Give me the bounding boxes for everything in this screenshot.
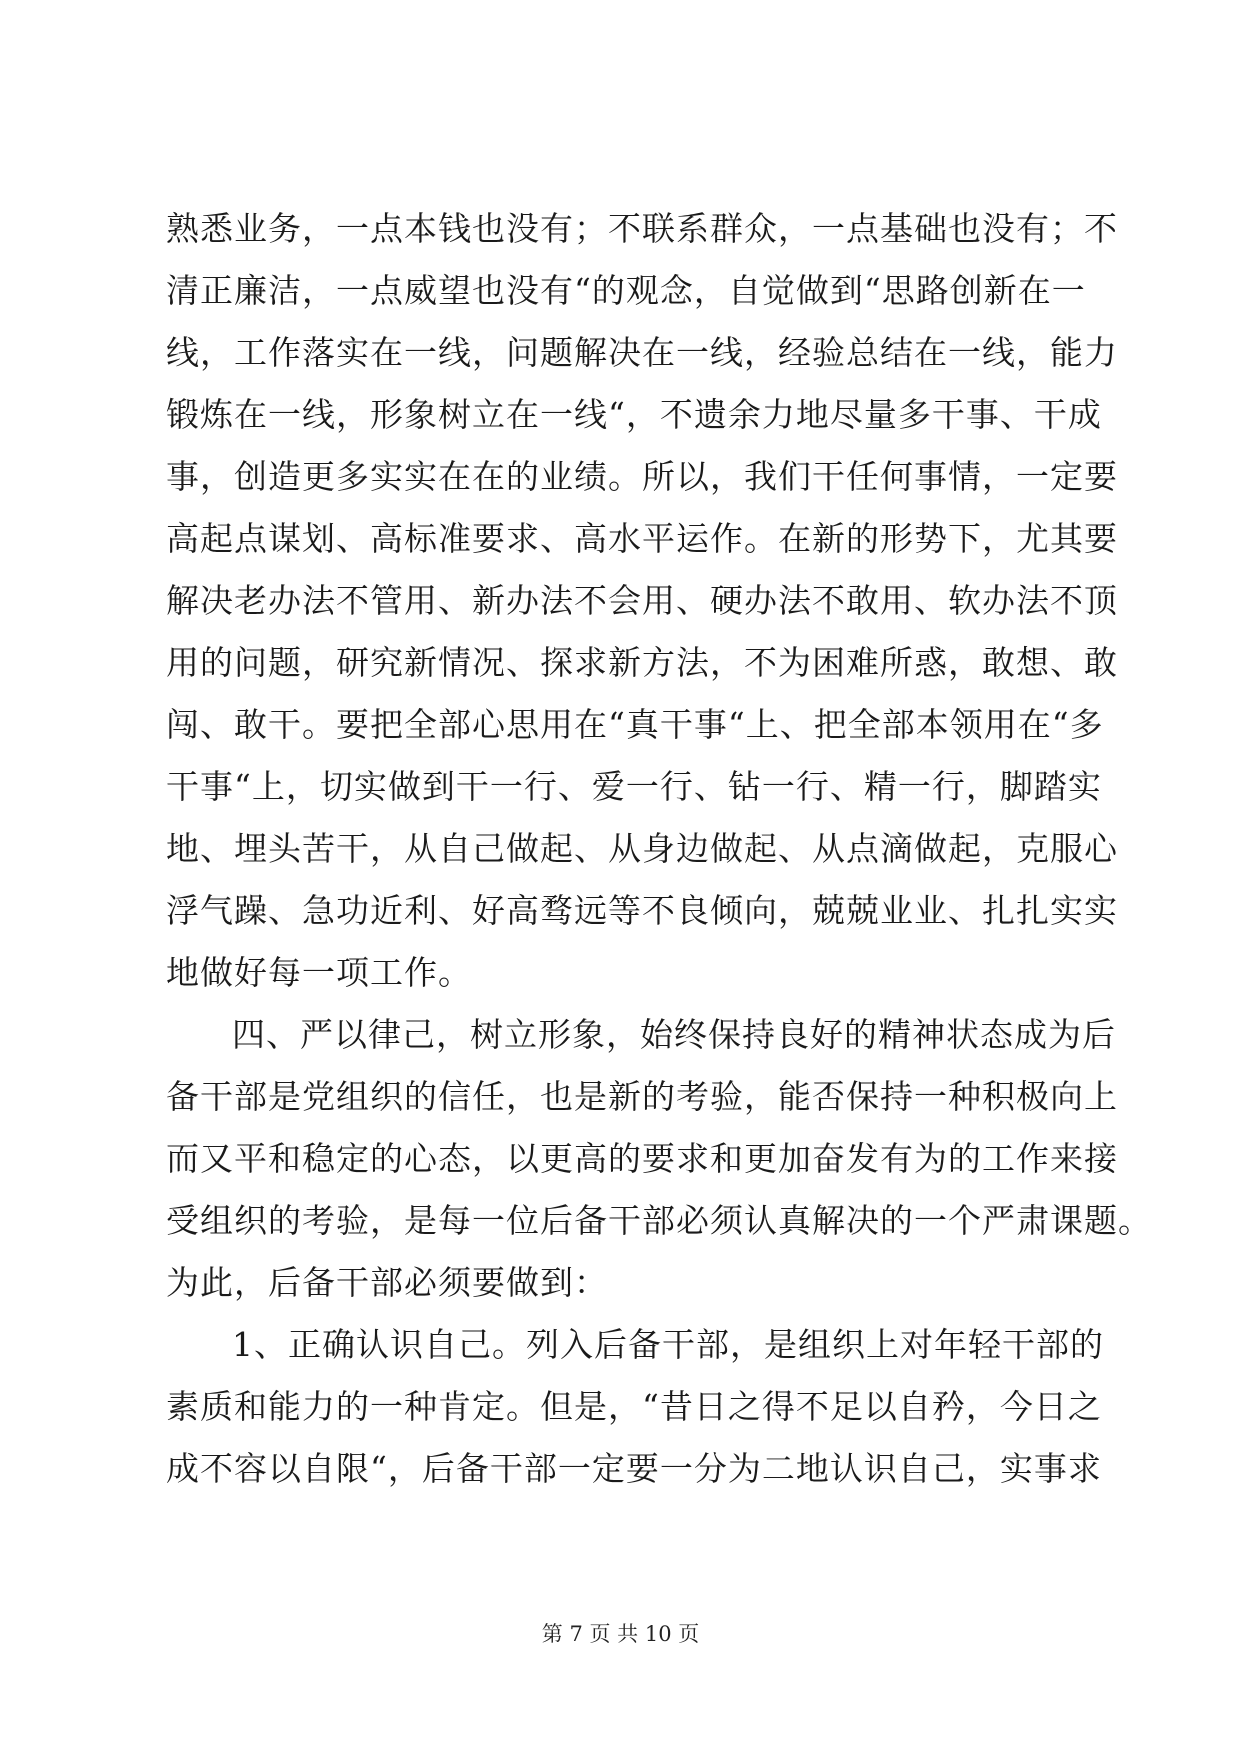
list-item-line: 1、正确认识自己。列入后备干部，是组织上对年轻干部的 (232, 1325, 1104, 1364)
body-text-line: 为此，后备干部必须要做到： (166, 1263, 608, 1302)
body-text-line: 素质和能力的一种肯定。但是，“昔日之得不足以自矜，今日之 (166, 1387, 1102, 1426)
body-text-line: 清正廉洁，一点威望也没有“的观念，自觉做到“思路创新在一 (166, 271, 1086, 310)
body-text-line: 用的问题，研究新情况、探求新方法，不为困难所惑，敢想、敢 (166, 643, 1118, 682)
body-text-line: 线，工作落实在一线，问题解决在一线，经验总结在一线，能力 (166, 333, 1118, 372)
body-text-line: 成不容以自限“，后备干部一定要一分为二地认识自己，实事求 (166, 1449, 1102, 1488)
body-text-line: 解决老办法不管用、新办法不会用、硬办法不敢用、软办法不顶 (166, 581, 1118, 620)
body-text-line: 干事“上，切实做到干一行、爱一行、钻一行、精一行，脚踏实 (166, 767, 1102, 806)
body-text-line: 熟悉业务，一点本钱也没有；不联系群众，一点基础也没有；不 (166, 209, 1118, 248)
body-text-line: 闯、敢干。要把全部心思用在“真干事“上、把全部本领用在“多 (166, 705, 1104, 744)
body-text-line: 地、埋头苦干，从自己做起、从身边做起、从点滴做起，克服心 (166, 829, 1118, 868)
body-text-line: 备干部是党组织的信任，也是新的考验，能否保持一种积极向上 (166, 1077, 1118, 1116)
body-text-line: 事，创造更多实实在在的业绩。所以，我们干任何事情，一定要 (166, 457, 1118, 496)
body-text-line: 浮气躁、急功近利、好高骛远等不良倾向，兢兢业业、扎扎实实 (166, 891, 1118, 930)
body-text-line: 受组织的考验，是每一位后备干部必须认真解决的一个严肃课题。 (166, 1201, 1152, 1240)
body-text-line: 而又平和稳定的心态，以更高的要求和更加奋发有为的工作来接 (166, 1139, 1118, 1178)
body-text-line: 地做好每一项工作。 (166, 953, 472, 992)
page-number-footer: 第 7 页 共 10 页 (541, 1622, 700, 1646)
section-heading-line: 四、严以律己，树立形象，始终保持良好的精神状态成为后 (232, 1015, 1116, 1054)
body-text-line: 锻炼在一线，形象树立在一线“，不遗余力地尽量多干事、干成 (166, 395, 1102, 434)
body-text-line: 高起点谋划、高标准要求、高水平运作。在新的形势下，尤其要 (166, 519, 1118, 558)
